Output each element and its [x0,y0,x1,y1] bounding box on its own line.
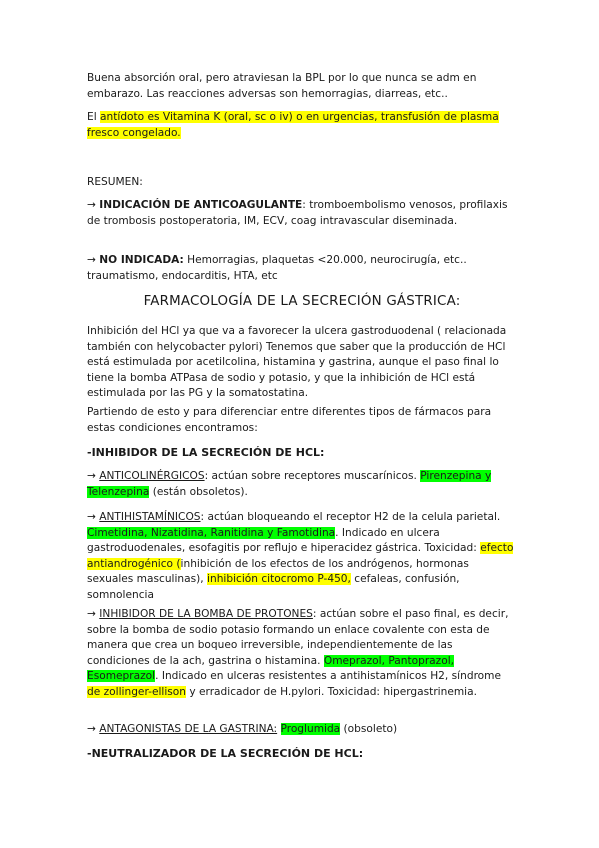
section-title: FARMACOLOGÍA DE LA SECRECIÓN GÁSTRICA: [143,294,461,309]
paragraph-indicacion [87,198,517,229]
heading-inhibidor: -INHIBIDOR DE LA SECRECIÓN DE HCL: [87,446,325,459]
highlight-toxicity: efecto antiandrogénico ( [87,542,514,570]
paragraph-antagonistas [87,722,517,738]
label-anticolinergicos: ANTICOLINÉRGICOS [99,470,205,482]
paragraph-intro: Inhibición del HCl ya que va a favorecer la ulcera gastroduodenal ( relacionada también con helycobacter pylori) Tenemos que saber que la producción de HCl está estimulada por acetilcolina, histamina y gastrina, aunque el paso final lo tiene la bomba ATPasa de sodio y potasio, y que la inhibición de HCl está estimulada por las PG y la somatostatina. [87,325,507,400]
paragraph-partiendo: Partiendo de esto y para diferenciar entre diferentes tipos de fármacos para estas condiciones encontramos: [87,406,492,434]
highlight-antidoto: antídoto es Vitamina K (oral, sc o iv) o en urgencias, transfusión de plasma fresco congelado. [87,111,499,139]
highlight-drug: Proglumida [280,723,341,735]
arrow-icon: → [87,470,96,482]
highlight-syndrome: de zollinger-ellison [87,685,187,698]
highlight-drugs: Pirenzepina y Telenzepina [87,470,492,498]
arrow-icon: → [87,254,96,266]
text: (están obsoletos). [149,485,248,498]
paragraph-antidoto [87,110,517,141]
text: y erradicador de H.pylori. Toxicidad: hipergastrinemia. [186,685,477,698]
paragraph-ibp [87,607,517,701]
heading-neutralizador: -NEUTRALIZADOR DE LA SECRECIÓN DE HCL: [87,747,364,760]
highlight-drugs: Omeprazol, Pantoprazol, Esomeprazol [87,654,455,683]
paragraph-anticolinergicos [87,469,517,500]
paragraph-no-indicada [87,253,517,284]
arrow-icon: → [87,723,96,735]
label-ibp: INHIBIDOR DE LA BOMBA DE PROTONES [99,608,313,620]
text: El [87,111,101,123]
text-no-indicada: Hemorragias, plaquetas <20.000, neurocirugía, etc.. traumatismo, endocarditis, HTA, etc [87,254,467,282]
text: cefaleas, confusión, somnolencia [87,573,460,601]
text: . Indicado en ulceras resistentes a antihistamínicos H2, síndrome [155,670,502,683]
paragraph-antihistaminicos [87,510,517,604]
arrow-icon: → [87,199,96,211]
label-antagonistas: ANTAGONISTAS DE LA GASTRINA: [99,723,278,735]
text: . Indicado en ulcera gastroduodenales, esofagitis por reflujo e hiperacidez gástrica. Toxicidad: [87,526,481,555]
text: (obsoleto) [340,723,398,735]
label-antihistaminicos: ANTIHISTAMÍNICOS [99,511,201,523]
text: inhibición de los efectos de los andrógenos, hormonas sexuales masculinas), [87,557,469,586]
text: : actúan sobre receptores muscarínicos. [204,470,421,482]
label-indicacion: INDICACIÓN DE ANTICOAGULANTE [99,199,303,211]
text: : actúan bloqueando el receptor H2 de la celula parietal. [200,511,501,523]
highlight-drugs: Cimetidina, Nizatidina, Ranitidina y Famotidina [87,526,336,539]
resumen-label: RESUMEN: [87,176,143,188]
label-no-indicada: NO INDICADA: [99,254,184,266]
text: : actúan sobre el paso final, es decir, sobre la bomba de sodio potasio formando un enlace covalente con esta de manera que crea un boqueo irreversible, independientemente de las condiciones de la ach, gastrina o histamina. [87,608,509,667]
arrow-icon: → [87,511,96,523]
highlight-toxicity: inhibición citocromo P-450, [207,573,351,586]
text [277,723,280,735]
arrow-icon: → [87,608,96,620]
text-indicacion: : tromboembolismo venosos, profilaxis de trombosis postoperatoria, IM, ECV, coag intravascular diseminada. [87,199,508,227]
paragraph-absorcion: Buena absorción oral, pero atraviesan la BPL por lo que nunca se adm en embarazo. Las reacciones adversas son hemorragias, diarreas, etc.. [87,72,477,100]
